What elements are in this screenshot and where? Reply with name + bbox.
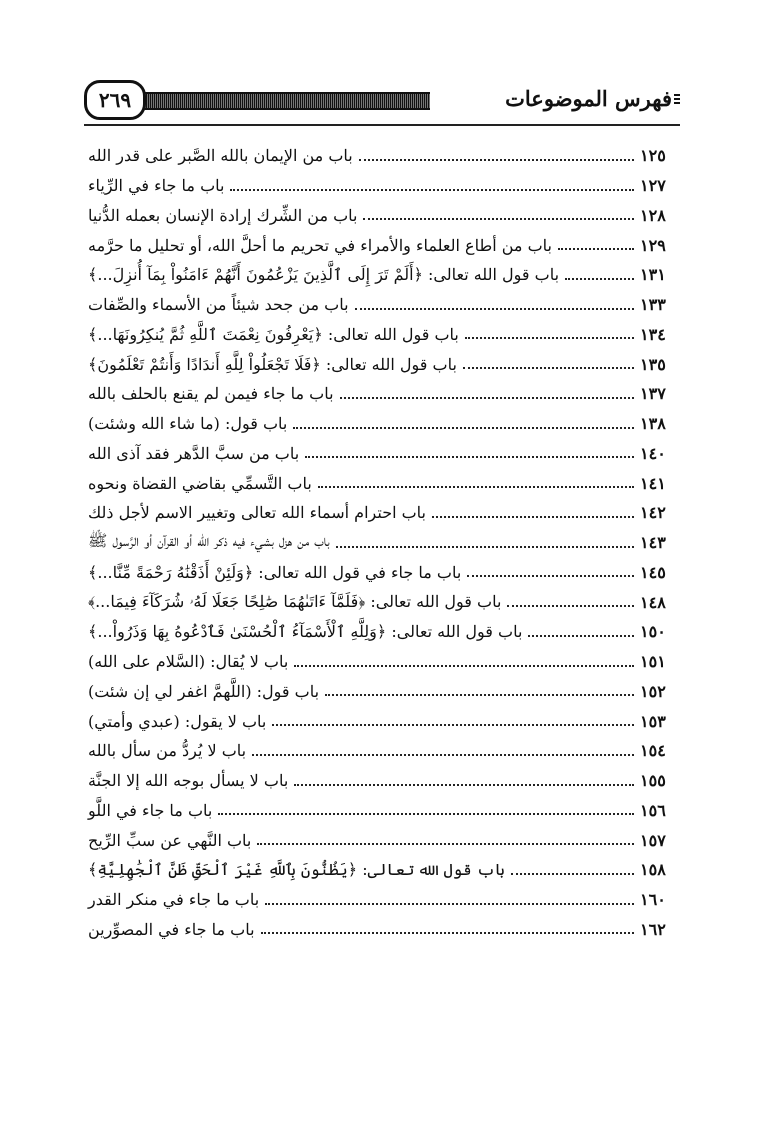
- toc-entry-page: ١٥٣: [640, 711, 666, 731]
- toc-entry-title: باب من سبَّ الدَّهر فقد آذى الله: [88, 443, 300, 463]
- header-decorative-bar: [140, 92, 430, 110]
- dot-leader: [528, 635, 634, 637]
- dot-leader: [265, 903, 634, 905]
- dot-leader: [359, 159, 634, 161]
- toc-entry: [84, 915, 680, 945]
- toc-entry: [84, 706, 680, 736]
- dot-leader: [467, 575, 634, 577]
- dot-leader: [261, 932, 634, 934]
- dot-leader: [230, 189, 634, 191]
- toc-entry-page: ١٣٤: [640, 324, 666, 344]
- dot-leader: [272, 724, 634, 726]
- toc-entry: [84, 290, 680, 320]
- toc-entry-title: باب لا يُقال: (السَّلام على الله): [88, 652, 289, 672]
- toc-entry-title: باب من الشِّرك إرادة الإنسان بعمله الدُّنيا: [88, 205, 358, 225]
- dot-leader: [511, 873, 634, 875]
- dot-leader: [218, 813, 634, 815]
- toc-entry-title: باب قول الله تعالى: ﴿فَلَا تَجْعَلُواْ لِلَّهِ أَندَادًا وَأَنتُمْ تَعْلَمُونَ﴾: [88, 354, 457, 374]
- toc-entry-title: باب ما جاء فيمن لم يقنع بالحلف بالله: [88, 384, 334, 404]
- toc-entry-title: باب قول الله تعالى: ﴿يَعْرِفُونَ نِعْمَتَ ٱللَّهِ ثُمَّ يُنكِرُونَهَا...﴾: [88, 324, 459, 344]
- dot-leader: [293, 427, 634, 429]
- toc-entry-title: باب ما جاء في منكر القدر: [88, 890, 260, 910]
- dot-leader: [252, 754, 634, 756]
- toc-entry: [84, 320, 680, 350]
- toc-entry: [84, 796, 680, 826]
- toc-entry: [84, 855, 680, 885]
- dot-leader: [318, 486, 634, 488]
- toc-entry: [84, 201, 680, 231]
- toc-entry-page: ١٣١: [640, 265, 666, 285]
- dot-leader: [463, 367, 634, 369]
- dot-leader: [432, 516, 634, 518]
- toc-entry: [84, 885, 680, 915]
- toc-entry: [84, 468, 680, 498]
- toc-entry: [84, 379, 680, 409]
- toc-entry-title: باب ما جاء في قول الله تعالى: ﴿وَلَئِنْ أَذَقْنَٰهُ رَحْمَةً مِّنَّا...﴾: [88, 562, 462, 582]
- toc-entry: [84, 677, 680, 707]
- toc-entry-page: ١٦٢: [640, 919, 666, 939]
- toc-entry: [84, 260, 680, 290]
- toc-entry-title: باب التَّسمِّي بقاضي القضاة ونحوه: [88, 473, 312, 493]
- page-number: ٢٦٩: [84, 80, 146, 120]
- toc-entry-page: ١٥٧: [640, 830, 666, 850]
- header-rule: [84, 124, 680, 126]
- toc-entry-page: ١٥٢: [640, 681, 666, 701]
- toc-entry-page: ١٣٣: [640, 295, 666, 315]
- toc-entry-page: ١٢٨: [640, 205, 666, 225]
- toc-entry-page: ١٥٨: [640, 860, 666, 880]
- toc-entry-title: باب قول الله تعالى: ﴿وَلِلَّهِ ٱلْأَسْمَآءُ ٱلْحُسْنَىٰ فَٱدْعُوهُ بِهَا وَذَرُواْ...﴾: [88, 622, 523, 642]
- toc-entry-title: باب من جحد شيئاً من الأسماء والصِّفات: [88, 295, 349, 315]
- toc-entry-title: باب لا يسأل بوجه الله إلا الجنَّة: [88, 771, 289, 791]
- toc-entry-title: باب من هزل بشيء فيه ذكر الله أو القرآن أو الرَّسول ﷺ: [88, 531, 330, 551]
- toc-entry: [84, 230, 680, 260]
- toc-entry-title: باب ما جاء في الرِّياء: [88, 176, 225, 196]
- toc-entry-title: باب قول: (اللَّهمَّ اغفر لي إن شئت): [88, 681, 320, 701]
- toc-entry: [84, 171, 680, 201]
- title-ornament-icon: [674, 94, 680, 106]
- table-of-contents: [84, 141, 680, 944]
- toc-entry: [84, 617, 680, 647]
- dot-leader: [257, 843, 634, 845]
- toc-entry-page: ١٥٦: [640, 800, 666, 820]
- dot-leader: [465, 337, 634, 339]
- dot-leader: [565, 278, 634, 280]
- dot-leader: [340, 397, 634, 399]
- toc-entry: [84, 528, 680, 558]
- dot-leader: [363, 218, 634, 220]
- dot-leader: [336, 546, 634, 548]
- toc-entry-page: ١٤٢: [640, 503, 666, 523]
- toc-entry: [84, 558, 680, 588]
- toc-entry-title: باب لا يقول: (عبدي وأمتي): [88, 711, 267, 731]
- toc-entry: [84, 647, 680, 677]
- toc-entry: [84, 141, 680, 171]
- toc-entry-title: باب النَّهي عن سبِّ الرِّيح: [88, 830, 252, 850]
- toc-entry-page: ١٥٥: [640, 771, 666, 791]
- toc-entry-page: ١٤٥: [640, 562, 666, 582]
- toc-entry-page: ١٤٣: [640, 533, 666, 553]
- dot-leader: [355, 308, 634, 310]
- toc-entry-page: ١٥٠: [640, 622, 666, 642]
- toc-entry-page: ١٥٤: [640, 741, 666, 761]
- toc-entry-title: باب ما جاء في اللَّو: [88, 800, 213, 820]
- toc-entry-page: ١٣٨: [640, 414, 666, 434]
- toc-entry: [84, 587, 680, 617]
- toc-entry-page: ١٢٥: [640, 146, 666, 166]
- toc-entry-page: ١٤٨: [640, 592, 666, 612]
- toc-entry-title: باب من الإيمان بالله الصَّبر على قدر الله: [88, 146, 353, 166]
- toc-entry-page: ١٢٧: [640, 176, 666, 196]
- toc-entry-title: باب قول الله تعالى: ﴿أَلَمْ تَرَ إِلَى ٱلَّذِينَ يَزْعُمُونَ أَنَّهُمْ ءَامَنُواْ بِمَآ أُنزِلَ...﴾: [88, 265, 560, 285]
- toc-entry-page: ١٣٧: [640, 384, 666, 404]
- header-title: فهرس الموضوعات: [505, 86, 672, 111]
- toc-entry: [84, 409, 680, 439]
- toc-entry: [84, 766, 680, 796]
- toc-entry: [84, 498, 680, 528]
- toc-entry: [84, 825, 680, 855]
- dot-leader: [294, 784, 634, 786]
- toc-entry-title: باب قول الله تعالى: ﴿يَظُنُّونَ بِٱللَّهِ غَيْرَ ٱلْحَقِّ ظَنَّ ٱلْجَٰهِلِيَّةِ﴾: [88, 860, 505, 880]
- page-header: [84, 80, 680, 122]
- toc-entry-page: ١٥١: [640, 652, 666, 672]
- toc-entry-page: ١٣٥: [640, 354, 666, 374]
- toc-entry: [84, 439, 680, 469]
- toc-entry: [84, 349, 680, 379]
- toc-entry-title: باب ما جاء في المصوِّرين: [88, 919, 255, 939]
- toc-entry-page: ١٢٩: [640, 235, 666, 255]
- toc-entry-title: باب من أطاع العلماء والأمراء في تحريم ما أحلَّ الله، أو تحليل ما حرَّمه: [88, 235, 552, 255]
- toc-entry-page: ١٦٠: [640, 890, 666, 910]
- toc-entry: [84, 736, 680, 766]
- toc-entry-title: باب لا يُردُّ من سأل بالله: [88, 741, 247, 761]
- dot-leader: [558, 248, 634, 250]
- dot-leader: [507, 605, 634, 607]
- dot-leader: [305, 456, 634, 458]
- dot-leader: [325, 694, 634, 696]
- dot-leader: [294, 665, 634, 667]
- toc-entry-page: ١٤٠: [640, 443, 666, 463]
- toc-entry-title: باب قول الله تعالى: ﴿فَلَمَّآ ءَاتَىٰهُمَا صَٰلِحًا جَعَلَا لَهُۥ شُرَكَآءَ فِيمَا...﴾: [88, 592, 502, 612]
- toc-entry-title: باب احترام أسماء الله تعالى وتغيير الاسم لأجل ذلك: [88, 503, 426, 523]
- toc-entry-title: باب قول: (ما شاء الله وشئت): [88, 414, 288, 434]
- toc-entry-page: ١٤١: [640, 473, 666, 493]
